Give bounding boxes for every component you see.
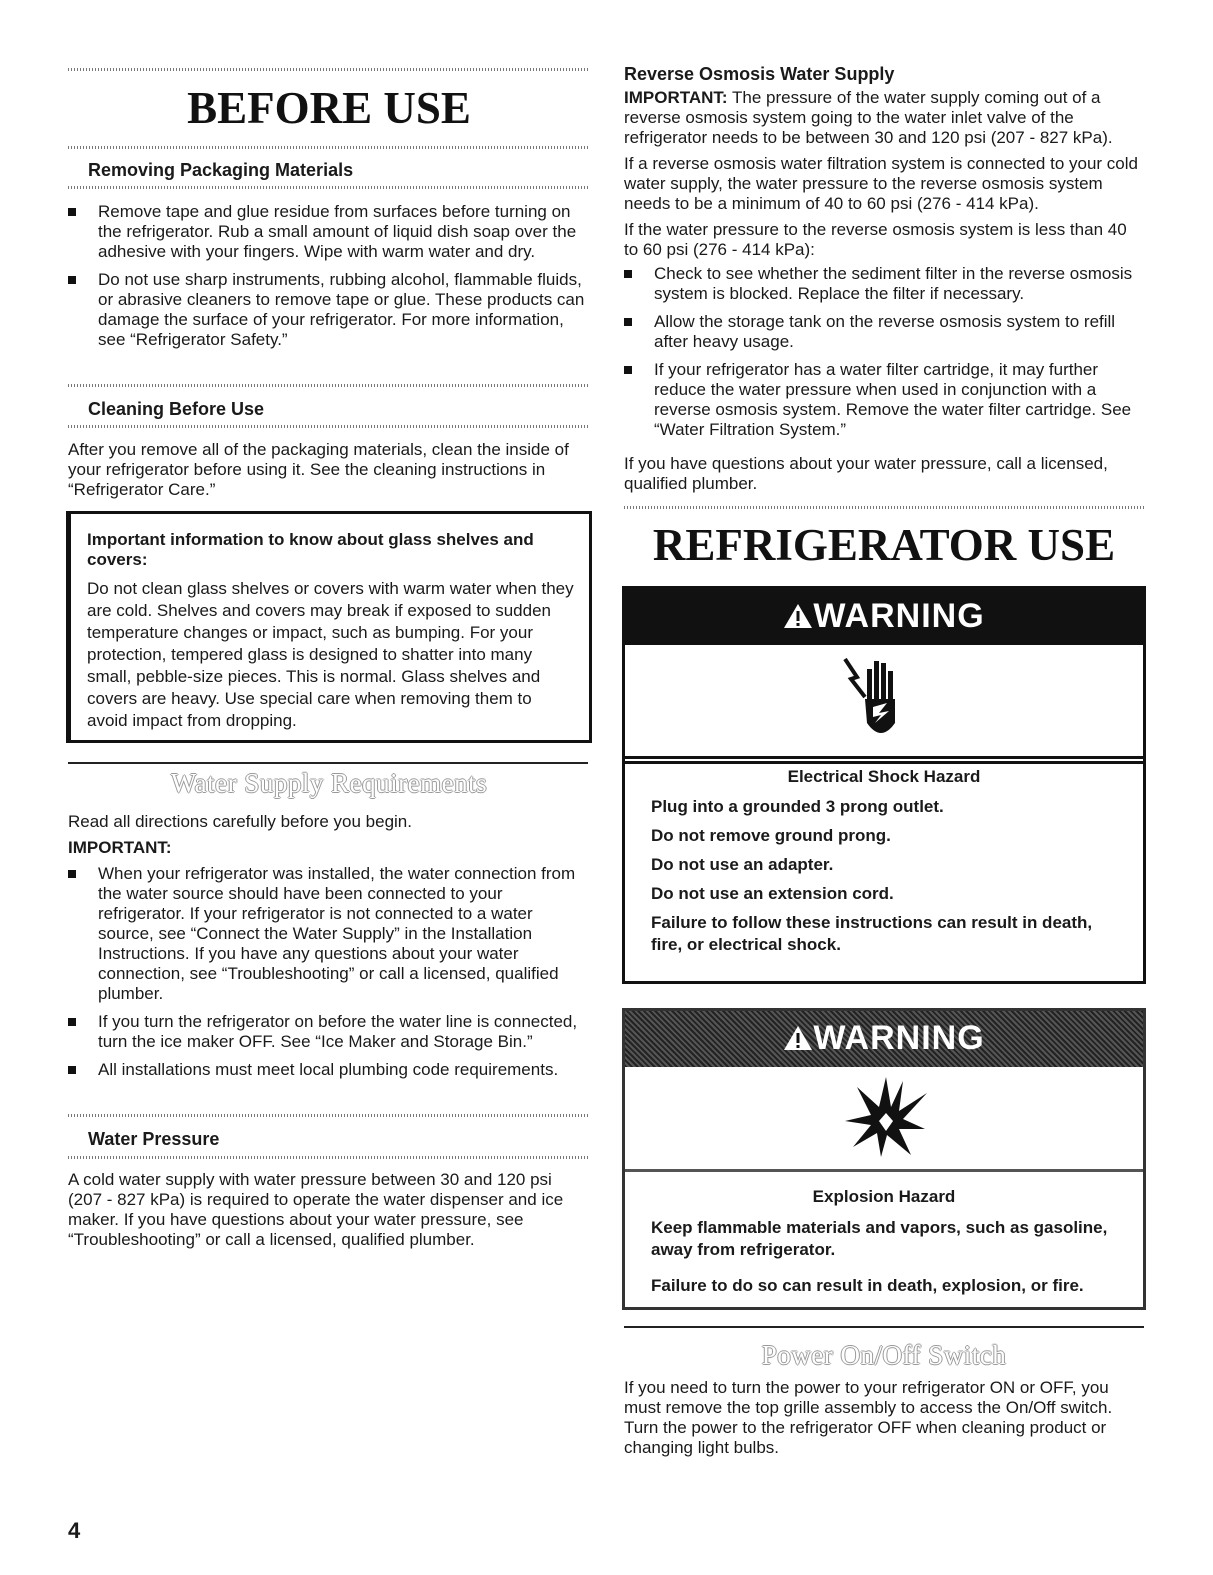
explosion-icon [841, 1073, 931, 1159]
explosion-warning-box [622, 1008, 1146, 1310]
ro-paragraph-3: If you have questions about your water pressure, call a licensed, qualified plumber. [624, 454, 1108, 493]
warning-line: Do not use an extension cord. [651, 884, 894, 903]
ro-paragraph-2: If the water pressure to the reverse osmosis system is less than 40 to 60 psi (276 - 414 kPa): [624, 220, 1127, 259]
list-item: Check to see whether the sediment filter in the reverse osmosis system is blocked. Replace the filter if necessary. [622, 264, 1144, 304]
ro-list [622, 264, 1144, 448]
electric-hazard-title: Electrical Shock Hazard [787, 767, 981, 786]
power-switch-title: Power On/Off Switch [761, 1340, 1007, 1370]
list-item: If you turn the refrigerator on before the water line is connected, turn the ice maker OFF. See “Ice Maker and Storage Bin.” [66, 1012, 588, 1052]
warning-line: Do not remove ground prong. [651, 826, 891, 845]
water-supply-list [66, 864, 588, 1088]
important-label: IMPORTANT: [68, 838, 172, 857]
ro-paragraph-1: If a reverse osmosis water filtration system is connected to your cold water supply, the water pressure to the reverse osmosis system needs to be a minimum of 40 to 60 psi (276 - 414 kPa). [624, 154, 1138, 213]
electric-shock-icon-area [625, 645, 1143, 759]
before-use-title: BEFORE USE [187, 83, 471, 133]
warning-triangle-icon [783, 1024, 813, 1052]
list-item: Remove tape and glue residue from surfaces before turning on the refrigerator. Rub a small amount of liquid dish soap over the adhesive with your fingers. Wipe with warm water and dry. [66, 202, 586, 262]
warning-line: Keep flammable materials and vapors, such as gasoline, away from refrigerator. [651, 1218, 1108, 1259]
warning-line: Failure to follow these instructions can result in death, fire, or electrical shock. [651, 913, 1093, 954]
list-item: When your refrigerator was installed, the water connection from the water source should have been connected to your refrigerator. If your refrigerator is not connected to a water source, see “Connect the Water Supply” in the Installation Instructions. If you have any questions about your water connection, see “Troubleshooting” or call a licensed, qualified plumber. [66, 864, 588, 1004]
list-item: If your refrigerator has a water filter cartridge, it may further reduce the water pressure when used in conjunction with a reverse osmosis system. Remove the water filter cartridge. See “Water Filtration System.” [622, 360, 1144, 440]
list-item: Allow the storage tank on the reverse osmosis system to refill after heavy usage. [622, 312, 1144, 352]
water-supply-title: Water Supply Requirements [170, 768, 488, 798]
water-supply-intro: Read all directions carefully before you begin. [68, 812, 412, 831]
removing-packaging-heading: Removing Packaging Materials [88, 160, 354, 180]
glass-box-text: Do not clean glass shelves or covers with warm water when they are cold. Shelves and covers may break if exposed to sudden temperature changes or impact, such as bumping. For your protection, tempered glass is designed to shatter into many small, pebble-size pieces. This is normal. Glass shelves and covers are heavy. Use special care when removing them to avoid impact from dropping. [87, 579, 574, 730]
glass-box-heading: Important information to know about glass shelves and covers: [87, 530, 534, 569]
warning-line: Plug into a grounded 3 prong outlet. [651, 797, 944, 816]
water-pressure-text: A cold water supply with water pressure between 30 and 120 psi (207 - 827 kPa) is required to operate the water dispenser and ice maker. If you have questions about your water pressure, see “Troubleshooting” or call a licensed, qualified plumber. [68, 1170, 564, 1249]
list-item: Do not use sharp instruments, rubbing alcohol, flammable fluids, or abrasive cleaners to remove tape or glue. These products can damage the surface of your refrigerator. For more information, see “Refrigerator Safety.” [66, 270, 586, 350]
cleaning-heading: Cleaning Before Use [88, 399, 265, 419]
water-pressure-heading: Water Pressure [88, 1129, 220, 1149]
list-item: All installations must meet local plumbing code requirements. [66, 1060, 588, 1080]
warning-line: Failure to do so can result in death, explosion, or fire. [651, 1276, 1084, 1295]
warning-banner: WARNING [625, 589, 1143, 645]
page-number: 4 [68, 1518, 81, 1543]
ro-important: IMPORTANT: The pressure of the water supply coming out of a reverse osmosis system going to the water inlet valve of the refrigerator needs to be between 30 and 120 psi (207 - 827 kPa). [624, 88, 1113, 147]
refrigerator-use-title: REFRIGERATOR USE [652, 520, 1116, 570]
ro-heading: Reverse Osmosis Water Supply [624, 64, 895, 84]
glass-shelves-box [66, 511, 592, 743]
power-switch-text: If you need to turn the power to your refrigerator ON or OFF, you must remove the top grille assembly to access the On/Off switch. Turn the power to the refrigerator OFF when cleaning product or changing light bulbs. [624, 1378, 1113, 1457]
electric-shock-icon [837, 651, 917, 747]
cleaning-text: After you remove all of the packaging materials, clean the inside of your refrigerator before using it. See the cleaning instructions in “Refrigerator Care.” [68, 440, 569, 499]
removing-packaging-list [66, 202, 586, 358]
warning-line: Do not use an adapter. [651, 855, 834, 874]
warning-triangle-icon [783, 602, 813, 630]
ro-important-label: IMPORTANT: [624, 88, 728, 107]
warning-banner: WARNING [625, 1011, 1143, 1067]
explosion-hazard-title: Explosion Hazard [812, 1187, 956, 1206]
electric-warning-box [622, 586, 1146, 984]
